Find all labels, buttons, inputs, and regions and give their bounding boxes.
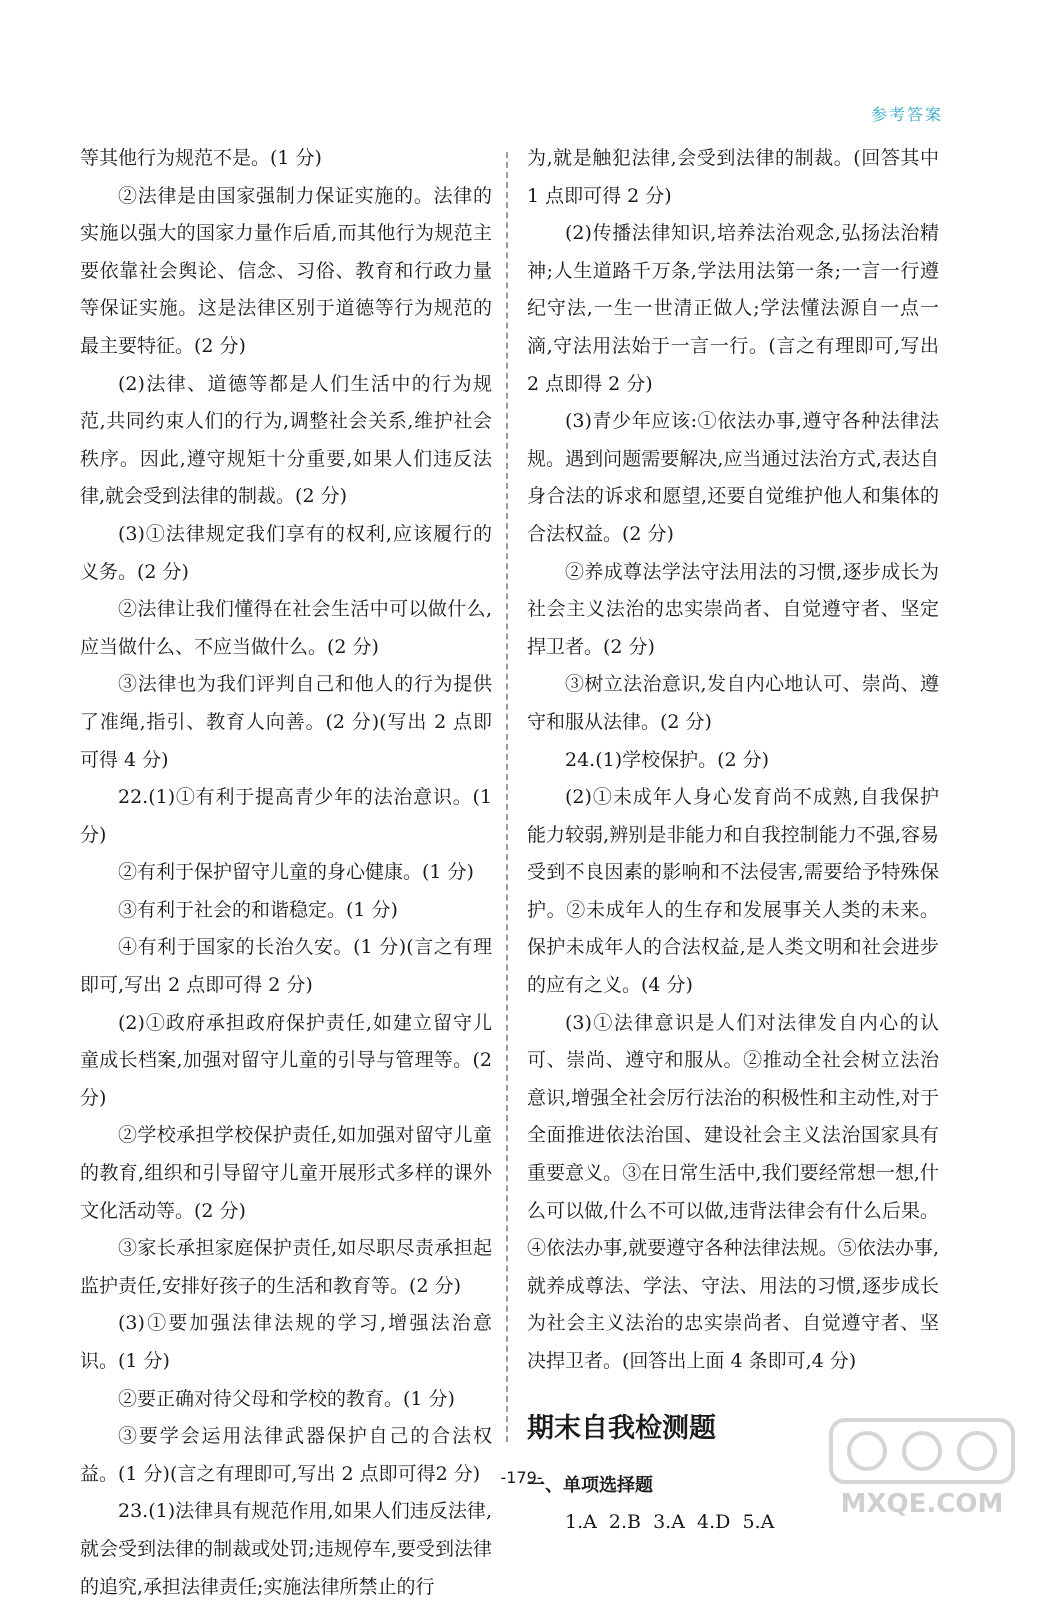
left-column xyxy=(80,140,492,1606)
answer-paragraph: (3)①法律规定我们享有的权利,应该履行的义务。(2 分) xyxy=(80,522,492,583)
section-subheading: 一、单项选择题 xyxy=(527,1474,653,1496)
answer-paragraph: ④有利于国家的长治久安。(1 分)(言之有理即可,写出 2 点即可得 2 分) xyxy=(80,936,492,997)
page-number: -179- xyxy=(500,1468,543,1487)
answer-paragraph: ③要学会运用法律武器保护自己的合法权益。(1 分)(言之有理即可,写出 2 点即可得2 分) xyxy=(80,1425,492,1485)
answer-paragraph: ②有利于保护留守儿童的身心健康。(1 分) xyxy=(118,861,474,884)
answer-paragraph: (3)①法律意识是人们对法律发自内心的认可、崇尚、遵守和服从。②推动全社会树立法治意识,增强全社会厉行法治的积极性和主动性,对于全面推进依法治国、建设社会主义法治国家具有重要意义。③在日常生活中,我们要经常想一想,什么可以做,什么不可以做,违背法律会有什么后果。④依法办事,就要遵守各种法律法规。⑤依法办事,就养成尊法、学法、守法、用法的习惯,逐步成长为社会主义法治的忠实崇尚者、自觉遵守者、坚决捍卫者。(回答出上面 4 条即可,4 分) xyxy=(527,1011,939,1372)
answer-paragraph: 22.(1)①有利于提高青少年的法治意识。(1 分) xyxy=(80,786,492,846)
answer-paragraph: 等其他行为规范不是。(1 分) xyxy=(80,147,322,169)
answer-paragraph: ③树立法治意识,发自内心地认可、崇尚、遵守和服从法律。(2 分) xyxy=(527,673,939,733)
watermark-text: MXQE.COM xyxy=(840,1489,1004,1519)
answer-paragraph: ②学校承担学校保护责任,如加强对留守儿童的教育,组织和引导留守儿童开展形式多样的课外文化活动等。(2 分) xyxy=(80,1124,492,1222)
answer-paragraph: ③法律也为我们评判自己和他人的行为提供了准绳,指引、教育人向善。(2 分)(写出 2 点即可得 4 分) xyxy=(80,673,492,771)
answer-paragraph: ②法律是由国家强制力保证实施的。法律的实施以强大的国家力量作后盾,而其他行为规范主要依靠社会舆论、信念、习俗、教育和行政力量等保证实施。这是法律区别于道德等行为规范的最主要特征。(2 分) xyxy=(80,184,492,357)
answer-paragraph: ②要正确对待父母和学校的教育。(1 分) xyxy=(118,1387,455,1410)
answer-paragraph: (3)青少年应该:①依法办事,遵守各种法律法规。遇到问题需要解决,应当通过法治方式,表达自身合法的诉求和愿望,还要自觉维护他人和集体的合法权益。(2 分) xyxy=(527,410,939,545)
answer-paragraph: ③有利于社会的和谐稳定。(1 分) xyxy=(118,898,398,921)
answer-paragraph: (2)①政府承担政府保护责任,如建立留守儿童成长档案,加强对留守儿童的引导与管理等。(2 分) xyxy=(80,1011,492,1109)
page-header: 参考答案 xyxy=(870,105,943,124)
watermark-logo xyxy=(827,1412,1017,1522)
answer-paragraph: (2)法律、道德等都是人们生活中的行为规范,共同约束人们的行为,调整社会关系,维护社会秩序。因此,遵守规矩十分重要,如果人们违反法律,就会受到法律的制裁。(2 分) xyxy=(80,372,492,508)
column-divider xyxy=(506,152,508,1442)
right-column xyxy=(527,140,939,1542)
answer-paragraph: 23.(1)法律具有规范作用,如果人们违反法律,就会受到法律的制裁或处罚;违规停车,要受到法律的追究,承担法律责任;实施法律所禁止的行 xyxy=(80,1500,492,1598)
answer-paragraph: ②法律让我们懂得在社会生活中可以做什么,应当做什么、不应当做什么。(2 分) xyxy=(80,598,492,658)
choice-answers: 1.A 2.B 3.A 4.D 5.A xyxy=(565,1511,775,1534)
answer-paragraph: ③家长承担家庭保护责任,如尽职尽责承担起监护责任,安排好孩子的生活和教育等。(2 分) xyxy=(80,1237,492,1297)
answer-paragraph: (2)传播法律知识,培养法治观念,弘扬法治精神;人生道路千万条,学法用法第一条;一言一行遵纪守法,一生一世清正做人;学法懂法源自一点一滴,守法用法始于一言一行。(言之有理即可,写出 2 点即得 2 分) xyxy=(527,222,939,395)
answer-paragraph: ②养成尊法学法守法用法的习惯,逐步成长为社会主义法治的忠实崇尚者、自觉遵守者、坚定捍卫者。(2 分) xyxy=(527,560,939,658)
answer-paragraph: 24.(1)学校保护。(2 分) xyxy=(565,748,770,771)
answer-paragraph: 为,就是触犯法律,会受到法律的制裁。(回答其中 1 点即可得 2 分) xyxy=(527,147,939,207)
answer-paragraph: (2)①未成年人身心发育尚不成熟,自我保护能力较弱,辨别是非能力和自我控制能力不强,容易受到不良因素的影响和不法侵害,需要给予特殊保护。②未成年人的生存和发展事关人类的未来。保护未成年人的合法权益,是人类文明和社会进步的应有之义。(4 分) xyxy=(527,786,939,997)
answer-paragraph: (3)①要加强法律法规的学习,增强法治意识。(1 分) xyxy=(80,1312,492,1372)
section-title: 期末自我检测题 xyxy=(527,1412,716,1444)
